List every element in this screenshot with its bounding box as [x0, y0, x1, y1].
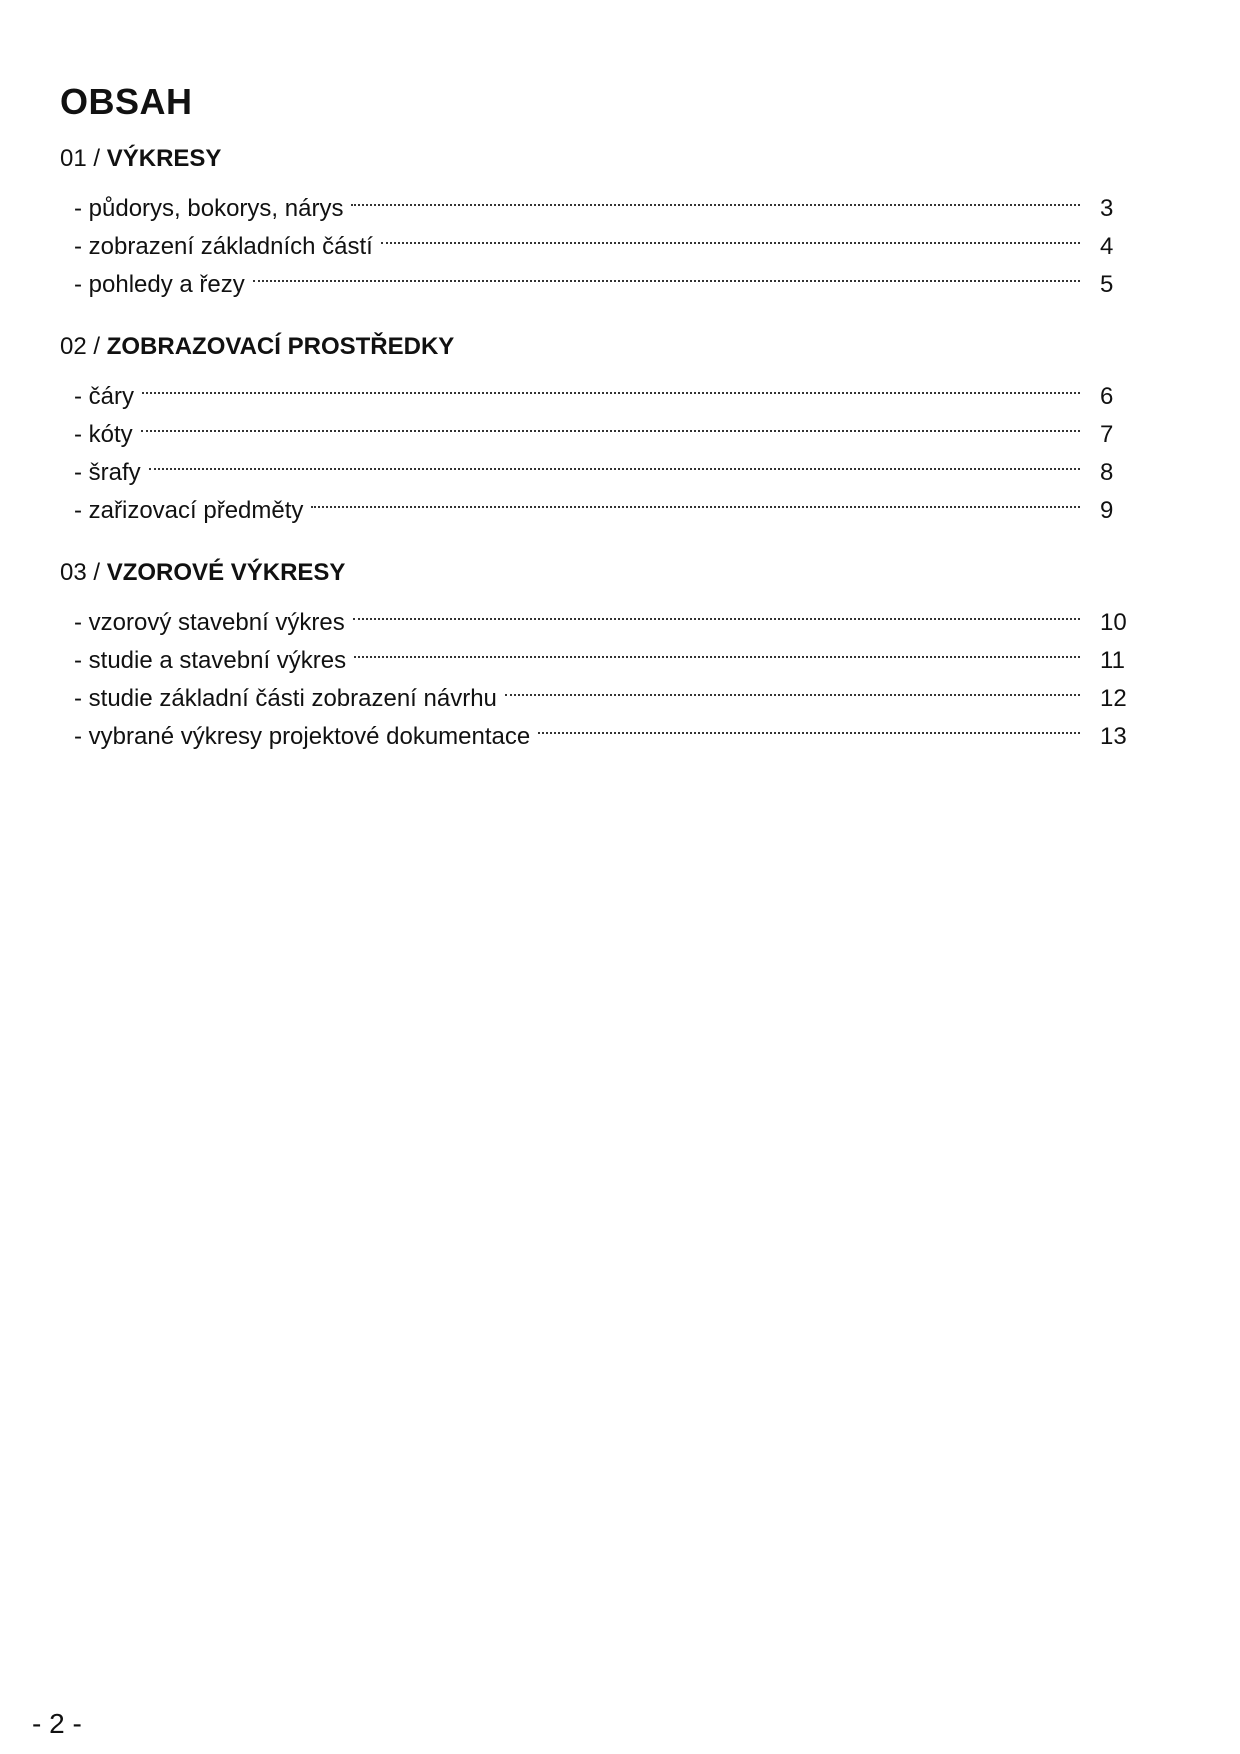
toc-entry[interactable]	[60, 630, 1160, 674]
section-separator: /	[93, 145, 101, 172]
section-separator: /	[93, 333, 101, 360]
toc-entry[interactable]	[60, 442, 1160, 486]
toc-entry-label: - vybrané výkresy projektové dokumentace	[74, 723, 531, 750]
toc-entry[interactable]	[60, 366, 1160, 410]
toc-entry[interactable]	[60, 480, 1160, 524]
dot-leader	[538, 706, 1080, 744]
section-number: 01	[60, 145, 87, 172]
toc-entry-label: - půdorys, bokorys, nárys	[74, 195, 344, 222]
toc-entry-label: - kóty	[74, 421, 133, 448]
toc-entry-label: - zařizovací předměty	[74, 497, 304, 524]
dot-leader	[253, 254, 1080, 292]
toc-entry-page: 8	[1100, 459, 1114, 486]
toc-entry-page: 9	[1100, 497, 1114, 524]
toc-entry-label: - studie a stavební výkres	[74, 647, 347, 674]
table-of-contents	[60, 140, 1160, 780]
toc-entry[interactable]	[60, 216, 1160, 260]
toc-section-03	[60, 554, 1160, 750]
toc-entry[interactable]	[60, 254, 1160, 298]
toc-entry-label: - studie základní části zobrazení návrhu	[74, 685, 497, 712]
dot-leader	[141, 404, 1080, 442]
section-heading	[60, 554, 1160, 592]
toc-entry-page: 7	[1100, 421, 1114, 448]
dot-leader	[353, 592, 1080, 630]
page-number-footer: - 2 -	[32, 1708, 82, 1739]
dot-leader	[381, 216, 1080, 254]
section-title: VÝKRESY	[106, 145, 222, 172]
dot-leader	[505, 668, 1080, 706]
toc-entry-page: 3	[1100, 195, 1114, 222]
toc-entry-page: 13	[1100, 723, 1127, 750]
toc-entry-page: 12	[1100, 685, 1127, 712]
toc-entry[interactable]	[60, 178, 1160, 222]
toc-entry[interactable]	[60, 668, 1160, 712]
section-number: 02	[60, 333, 87, 360]
section-number: 03	[60, 559, 87, 586]
section-heading	[60, 328, 1160, 366]
toc-entry-page: 10	[1100, 609, 1127, 636]
dot-leader	[142, 366, 1080, 404]
toc-entry-label: - zobrazení základních částí	[74, 233, 373, 260]
section-separator: /	[93, 559, 101, 586]
toc-entry-label: - šrafy	[74, 459, 141, 486]
page-title: OBSAH	[60, 81, 193, 122]
toc-section-02	[60, 328, 1160, 524]
toc-entry-page: 6	[1100, 383, 1114, 410]
section-title: VZOROVÉ VÝKRESY	[106, 559, 346, 586]
toc-entry[interactable]	[60, 404, 1160, 448]
dot-leader	[149, 442, 1080, 480]
toc-entry-label: - čáry	[74, 383, 134, 410]
dot-leader	[354, 630, 1080, 668]
toc-entry-label: - vzorový stavební výkres	[74, 609, 345, 636]
section-heading	[60, 140, 1160, 178]
toc-entry-label: - pohledy a řezy	[74, 271, 245, 298]
section-title: ZOBRAZOVACÍ PROSTŘEDKY	[106, 333, 455, 360]
toc-entry[interactable]	[60, 706, 1160, 750]
toc-entry-page: 4	[1100, 233, 1114, 260]
toc-entry[interactable]	[60, 592, 1160, 636]
toc-section-01	[60, 140, 1160, 298]
dot-leader	[311, 480, 1080, 518]
toc-entry-page: 5	[1100, 271, 1114, 298]
dot-leader	[351, 178, 1080, 216]
toc-entry-page: 11	[1100, 647, 1125, 674]
